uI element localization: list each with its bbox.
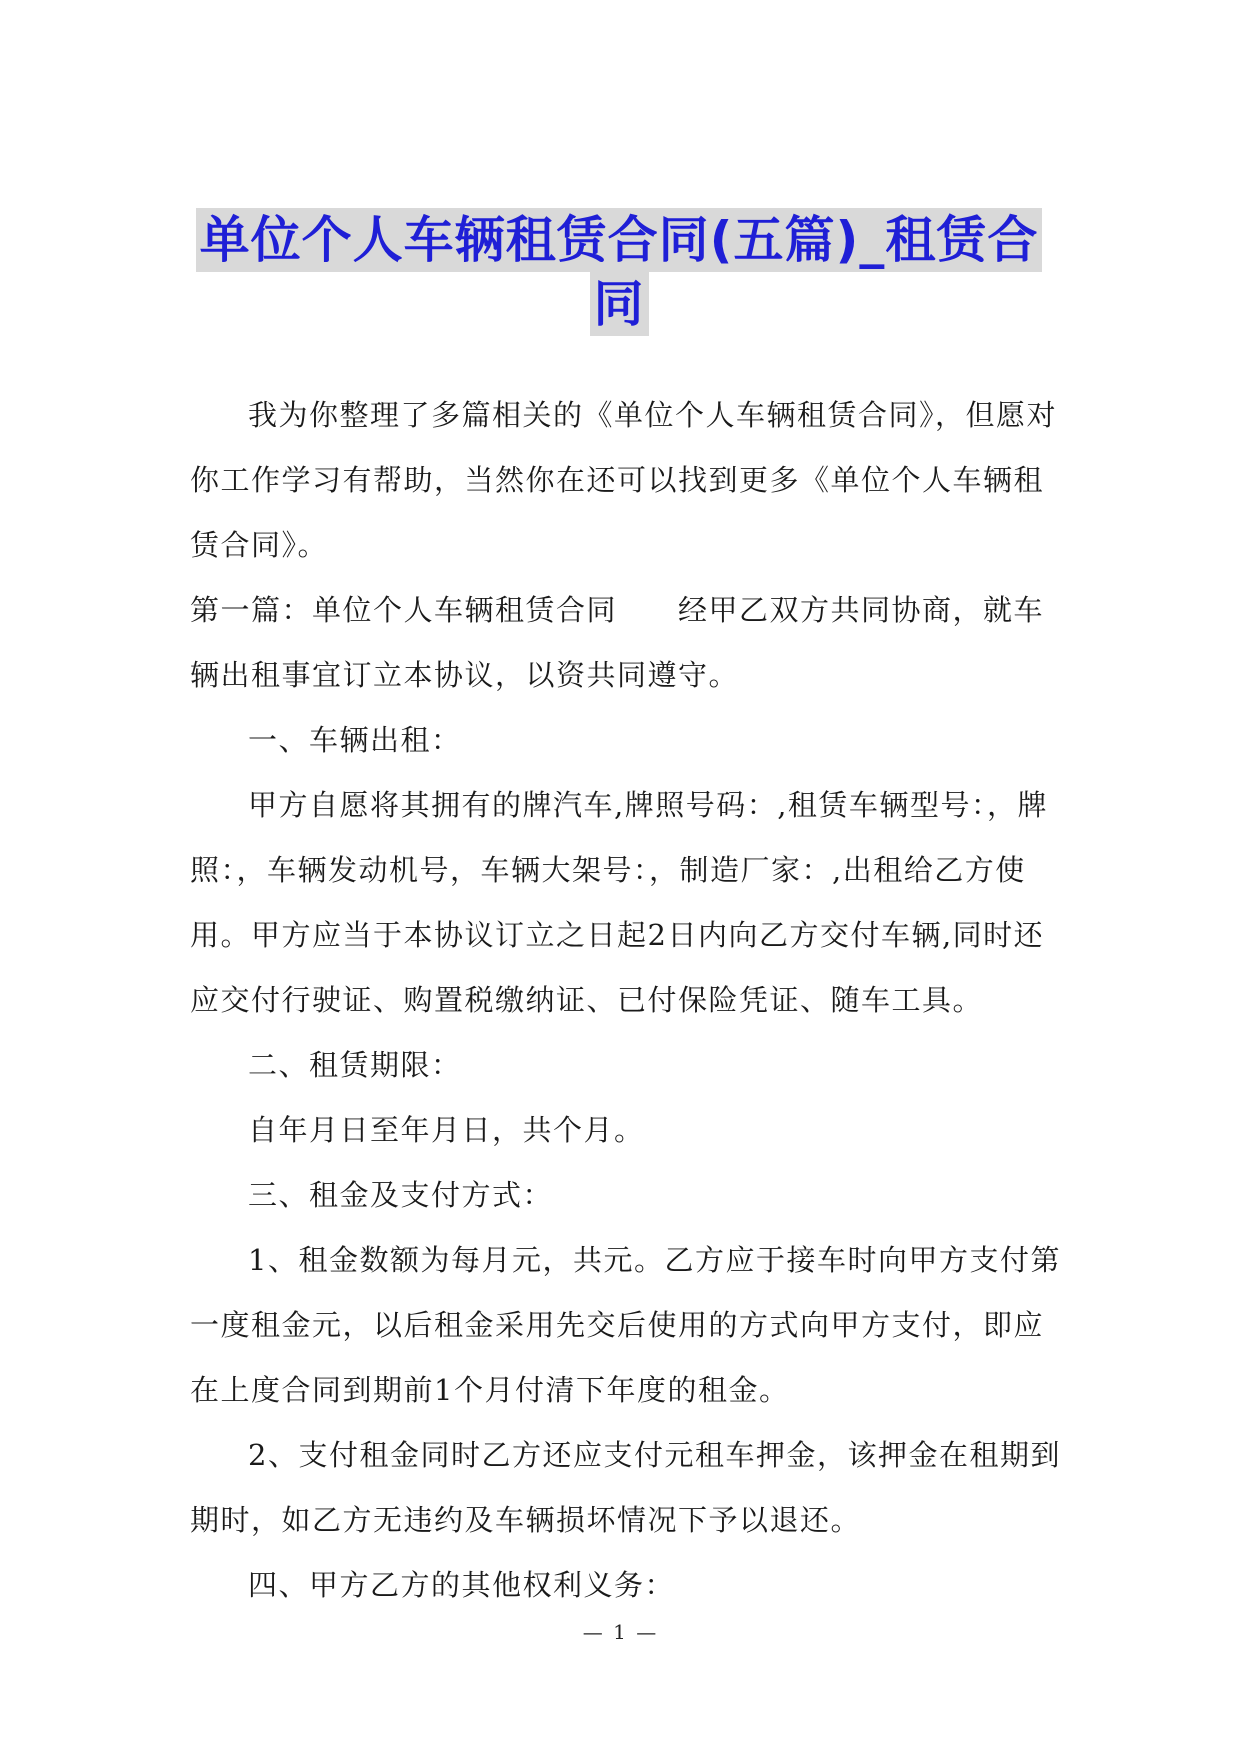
heading-vehicle-rental: 一、车辆出租： — [248, 723, 462, 757]
intro-paragraph: 我为你整理了多篇相关的《单位个人车辆租赁合同》，但愿对你工作学习有帮助，当然你在还可以找到更多《单位个人车辆租赁合同》。 — [190, 398, 1058, 562]
heading-lease-term: 二、租赁期限： — [248, 1048, 462, 1082]
heading-other-rights: 四、甲方乙方的其他权利义务： — [248, 1568, 676, 1602]
paragraph-rent-amount: 1、租金数额为每月元，共元。乙方应于接车时向甲方支付第一度租金元，以后租金采用先交后使用的方式向甲方支付，即应在上度合同到期前1个月付清下年度的租金。 — [190, 1243, 1061, 1407]
heading-rent-payment: 三、租金及支付方式： — [248, 1178, 554, 1212]
title-line-2: 同 — [590, 272, 649, 336]
paragraph-vehicle-details: 甲方自愿将其拥有的牌汽车,牌照号码：,租赁车辆型号：，牌照：，车辆发动机号，车辆大架号：，制造厂家：,出租给乙方使用。甲方应当于本协议订立之日起2日内向乙方交付车辆,同时还应交付行驶证、购置税缴纳证、已付保险凭证、随车工具。 — [190, 788, 1048, 1017]
paragraph-deposit: 2、支付租金同时乙方还应支付元租车押金，该押金在租期到期时，如乙方无违约及车辆损坏情况下予以退还。 — [190, 1438, 1061, 1537]
document-title — [190, 208, 1048, 336]
paragraph-lease-term: 自年月日至年月日，共个月。 — [248, 1113, 645, 1147]
document-body — [190, 383, 1070, 1618]
page-number: — 1 — — [582, 1620, 659, 1644]
title-line-1: 单位个人车辆租赁合同(五篇)_租赁合 — [196, 208, 1043, 272]
section-first-article: 第一篇：单位个人车辆租赁合同 经甲乙双方共同协商，就车辆出租事宜订立本协议，以资共同遵守。 — [190, 593, 1045, 692]
